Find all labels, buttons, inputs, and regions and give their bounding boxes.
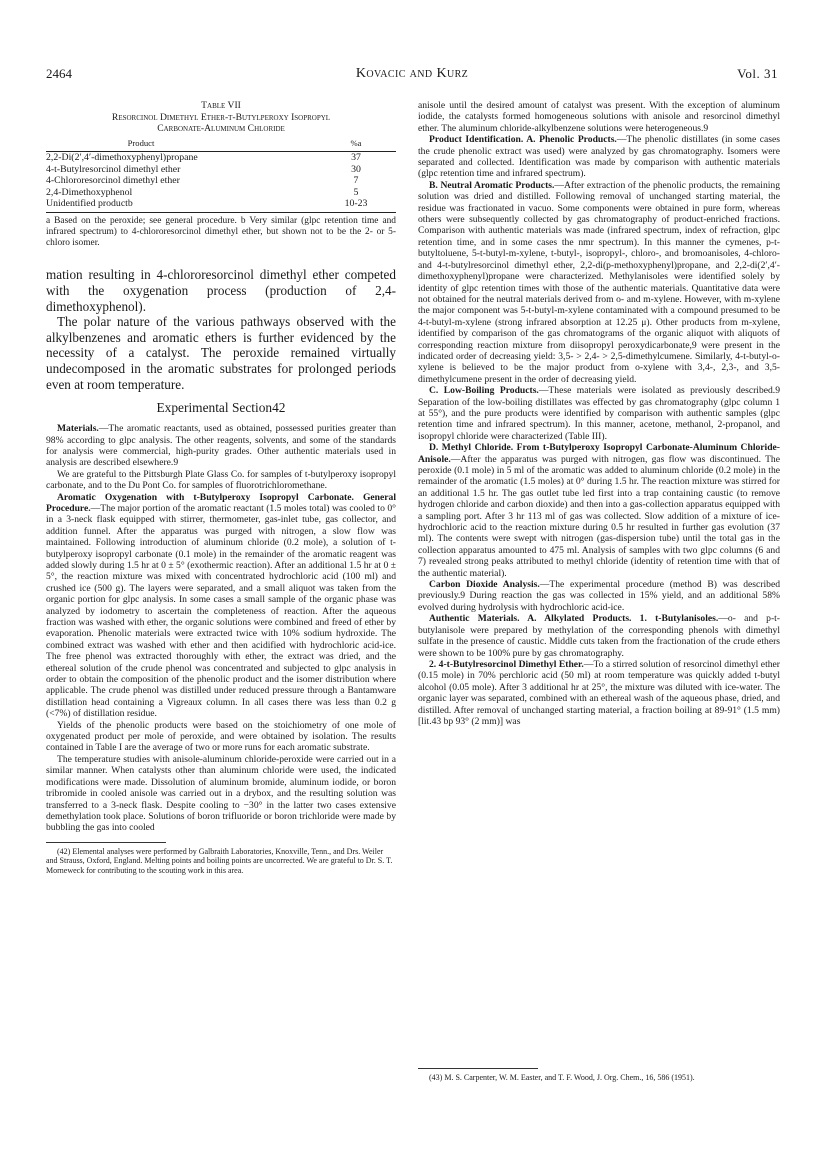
paragraph-heading: Materials.	[57, 423, 99, 435]
percent-cell: 10-23	[316, 198, 396, 212]
product-cell: Unidentified productb	[46, 198, 316, 212]
table-header-product: Product	[46, 137, 316, 152]
product-cell: 2,4-Dimethoxyphenol	[46, 186, 133, 198]
product-cell: 4-Chlororesorcinol dimethyl ether	[46, 175, 180, 187]
paragraph-heading: Product Identification. A. Phenolic Products.	[429, 134, 617, 146]
section-title: Experimental Section42	[156, 400, 286, 416]
table-row	[46, 198, 396, 212]
paragraph-text: The temperature studies with anisole-aluminum chloride-peroxide were carried out in a similar manner. When catalysts other than aluminum chloride were used, the indicated modifications were made. Dissolution of aluminum bromide, aluminum iodide, or boron tribromide in cooled anisole was carried out in a drybox, and the resulting solution was transferred to a 3-neck flask. Despite cooling to −30° in the latter two cases extensive demethylation took place. Solutions of boron trifluoride or boron trichloride were made by bubbling the gas into cooled	[46, 753, 396, 834]
left-column	[46, 100, 396, 876]
paragraph-text: —o- and p-t-butylanisole were prepared by methylation of the corresponding phenols with dimethyl sulfate in the presence of caustic. Middle cuts taken from the fractionation of the crude ethers were shown to be 100% pure by gas chromatography.	[418, 613, 780, 659]
paragraph	[418, 134, 780, 180]
paragraph-text: —The phenolic distillates (in some cases the crude phenolic extract was used) were analyzed by gas chromatography. Isomers were separated and collected. Identification was made by comparison with authentic materials (glpc retention time and infrared spectrum).	[418, 134, 780, 180]
paragraph-heading: 2. 4-t-Butylresorcinol Dimethyl Ether.	[429, 658, 584, 670]
paragraph	[46, 469, 396, 492]
paragraph-text: —The aromatic reactants, used as obtained, possessed purities greater than 98% according to glpc analysis. The other reagents, solvents, and some of the standards for analysis were commercial, high-purity grades. Other authentic materials used in analysis are described elsewhere.9	[46, 423, 396, 469]
table-title-line2: Carbonate-Aluminum Chloride	[157, 123, 285, 134]
page-header	[46, 66, 778, 86]
paragraph-text: anisole until the desired amount of catalyst was present. With the exception of aluminum iodide, the catalysts formed homogeneous solutions with anisole and resorcinol dimethyl ether. The aluminum chloride-alkylbenzene solutions were heterogeneous.9	[418, 100, 780, 134]
paragraph	[46, 423, 396, 469]
footnote-43: (43) M. S. Carpenter, W. M. Easter, and T. F. Wood, J. Org. Chem., 16, 586 (1951).	[429, 1073, 695, 1082]
right-footnote-block	[418, 1060, 780, 1083]
paragraph-heading: B. Neutral Aromatic Products.	[429, 179, 555, 191]
paragraph	[418, 385, 780, 442]
table-vii	[46, 100, 396, 249]
footnote-rule	[46, 842, 166, 843]
paragraph-heading: C. Low-Boiling Products.	[429, 385, 539, 397]
table-title-line1: Resorcinol Dimethyl Ether-t-Butylperoxy Isopropyl	[111, 111, 331, 123]
paragraph-text: —After extraction of the phenolic products, the remaining solution was dried and distilled. Following removal of unchanged starting material, the residue was fractionated in vacuo. Some components were obtained in pure form, whereas others were subsequently collected by gas chromatography of product-enriched fractions. Comparison with authentic materials was made (infrared spectrum, index of refraction, glpc retention time, and in some cases the nmr spectrum). In this manner the cymenes, p-t-butyltoluene, 5-t-butyl-m-xylene, t-butyl-, isopropyl-, chloro-, and bromoanisoles, 4-chloro- and 4-t-butylresorcinol dimethyl ether, 2,2-di(p-methoxyphenyl)propane, and 2,2-di(2′,4′-dimethoxyphenyl)propane were characterized. Methylanisoles were identified solely by identity of glpc retention times with those of the authentic materials. Quantitative data were not obtained for the neutral materials derived from o- and m-xylene. However, with m-xylene the major component was 5-t-butyl-m-xylene contaminated with a compound presumed to be 4-t-butyl-m-xylene (strong infrared absorption at 12.25 μ). Other products from m-xylene, identified by comparison of the gas chromatograms of the organic aliquot with aliquots of corresponding reaction mixture from diisopropyl peroxydicarbonate,9 were present in the indicated order of decreasing yield: 3,5- > 2,4- > 2,5-dimethylcumene. Similarly, 4-t-butyl-o-xylene is believed to be the major product from o-xylene with 3,4-, 2,3-, and 3,5-dimethylcumene present in the order of decreasing yield.	[418, 179, 781, 385]
paragraph-text: —These materials were isolated as previously described.9 Separation of the low-boiling distillates was effected by gas chromatography (glpc column 1 at 55°), and the pure products were identified by comparison with authentic samples (glpc retention time and infrared spectrum). In this manner, acetone, methanol, 2-propanol, and isopropyl chloride were characterized (Table III).	[418, 385, 780, 442]
table-number: Table VII	[201, 100, 241, 111]
running-title: Kovacic and Kurz	[355, 66, 469, 81]
table-row	[46, 187, 396, 199]
paragraph-heading: Aromatic Oxygenation with t-Butylperoxy Isopropyl Carbonate. General Procedure.	[46, 491, 396, 514]
paragraph	[46, 754, 396, 834]
table-footnote: a Based on the peroxide; see general procedure. b Very similar (glpc retention time and infrared spectrum) to 4-chlororesorcinol dimethyl ether, but shown not to be the 2- or 5-chloro isomer.	[46, 216, 396, 249]
experimental-text	[46, 423, 396, 834]
paragraph-heading: Carbon Dioxide Analysis.	[429, 579, 540, 591]
paragraph-heading: Authentic Materials. A. Alkylated Products. 1. t-Butylanisoles.	[429, 613, 719, 625]
paragraph: mation resulting in 4-chlororesorcinol dimethyl ether competed with the oxygenation process (production of 2,4-dimethoxyphenol).	[46, 267, 396, 314]
percent-cell: 37	[351, 152, 361, 164]
table-header-percent: %a	[316, 137, 396, 152]
table-row	[46, 175, 396, 187]
percent-cell: 5	[353, 186, 359, 198]
right-column	[418, 100, 780, 727]
paragraph	[46, 720, 396, 754]
paragraph-text: We are grateful to the Pittsburgh Plate Glass Co. for samples of t-butylperoxy isopropyl carbonate, and to the Du Pont Co. for samples of fluorotrichloromethane.	[46, 468, 396, 492]
paragraph-text: —To a stirred solution of resorcinol dimethyl ether (0.15 mole) in 70% perchloric acid (50 ml) at room temperature was quickly added t-butyl alcohol (0.05 mole). After 3 additional hr at 25°, the mixture was diluted with ice-water. The organic layer was separated, combined with an ethereal wash of the aqueous phase, dried, and distilled. After removal of unchanged starting material, a fraction boiling at 89-91° (1.5 mm) [lit.43 bp 93° (2 mm)] was	[418, 658, 780, 727]
paragraph	[46, 492, 396, 720]
paragraph-text: —The major portion of the aromatic reactant (1.5 moles total) was cooled to 0° in a 3-neck flask equipped with stirrer, thermometer, gas-inlet tube, gas collector, and addition funnel. After the apparatus was purged with nitrogen, a slow flow was maintained. Following introduction of aluminum chloride (0.2 mole), a solution of t-butylperoxy isopropyl carbonate (0.1 mole) in the remainder of the aromatic reagent was added slowly during 1.5 hr at 0 ± 5° (exothermic reaction). After an additional 1.5 hr at 0 ± 5°, the reaction mixture was mixed with concentrated hydrochloric acid (100 ml) and crushed ice (500 g). The layers were separated, and a small aliquot was taken from the organic portion for glpc analysis. In some cases a small sample of the organic phase was analyzed by iodometry to ascertain the completeness of reaction. After the aqueous fraction was washed with ether, the organic solutions were combined and freed of ether by evaporation. Phenolic materials were extracted twice with 10% sodium hydroxide. The combined extract was washed with ether and then acidified with hydrochloric acid-ice. The free phenol was extracted thoroughly with ether, the extract was dried, and the ethereal solution of the crude phenol was concentrated and subjected to glpc analysis in order to obtain the composition of the phenolic product and the isomer distribution where applicable. The crude phenol was distilled under reduced pressure through a Bantamware distillation head containing a Vigreaux column. In all cases there was less than 0.2 g (<7%) of distillation residue.	[46, 502, 396, 720]
page-number: 2464	[46, 66, 72, 81]
footnote-rule	[418, 1068, 538, 1069]
paragraph-text: Yields of the phenolic products were based on the stoichiometry of one mole of oxygenated product per mole of peroxide, and were obtained by isolation. The results contained in Table I are the average of two or more runs for each aromatic substrate.	[46, 719, 396, 754]
table-row	[46, 164, 396, 176]
table-row	[46, 152, 396, 164]
volume-label: Vol. 31	[737, 66, 778, 81]
paragraph	[418, 100, 780, 134]
percent-cell: 30	[351, 163, 361, 175]
paragraph	[418, 613, 780, 659]
paragraph	[418, 659, 780, 727]
product-cell: 4-t-Butylresorcinol dimethyl ether	[46, 163, 181, 175]
paragraph	[418, 442, 780, 579]
paragraph-text: —The experimental procedure (method B) was described previously.9 During reaction the gas was collected in 15% yield, and an additional 58% evolved during hydrolysis with hydrochloric acid-ice.	[418, 579, 780, 613]
paragraph	[418, 579, 780, 613]
table-body	[46, 137, 396, 214]
right-text	[418, 100, 780, 727]
product-cell: 2,2-Di(2′,4′-dimethoxyphenyl)propane	[46, 152, 198, 164]
paragraph: The polar nature of the various pathways observed with the alkylbenzenes and aromatic ethers is further evidenced by the necessity of a catalyst. The peroxide remained virtually undecomposed in the aromatic substrates for prolonged periods even at room temperature.	[46, 314, 396, 392]
footnote-42: (42) Elemental analyses were performed by Galbraith Laboratories, Knoxville, Tenn., and Drs. Weiler and Strauss, Oxford, England. Melting points and boiling points are uncorrected. We are grateful to Dr. S. T. Morneweck for contributing to the scouting work in this area.	[46, 846, 393, 875]
paragraph-text: —After the apparatus was purged with nitrogen, gas flow was discontinued. The peroxide (0.1 mole) in 5 ml of the aromatic was added to aluminum chloride (0.2 mole) in the remainder of the aromatic (1.5 moles) at 0° during 1.5 hr. The reaction mixture was stirred for an additional 1.5 hr. The gas outlet tube led first into a trap containing caustic (to remove hydrogen chloride and carbon dioxide) and then into a gas-collection apparatus equipped with a sampling port. After 3 hr 113 ml of gas was collected. Slow addition of a mixture of ice-hydrochloric acid to the reaction mixture during 0.5 hr resulted in further gas evolution (37 ml). The contents were swept with nitrogen (gas-dispersion tube) until the total gas in the collection apparatus amounted to 475 ml. Analysis of samples with two glpc columns (6 and 7) revealed strong peaks attributed to methyl chloride (identity of retention time with that of the authentic material).	[418, 453, 780, 579]
intro-text	[46, 267, 396, 392]
percent-cell: 7	[353, 175, 359, 187]
paragraph	[418, 180, 780, 385]
paragraph-heading: D. Methyl Chloride. From t-Butylperoxy Isopropyl Carbonate-Aluminum Chloride-Anisole.	[418, 442, 780, 465]
